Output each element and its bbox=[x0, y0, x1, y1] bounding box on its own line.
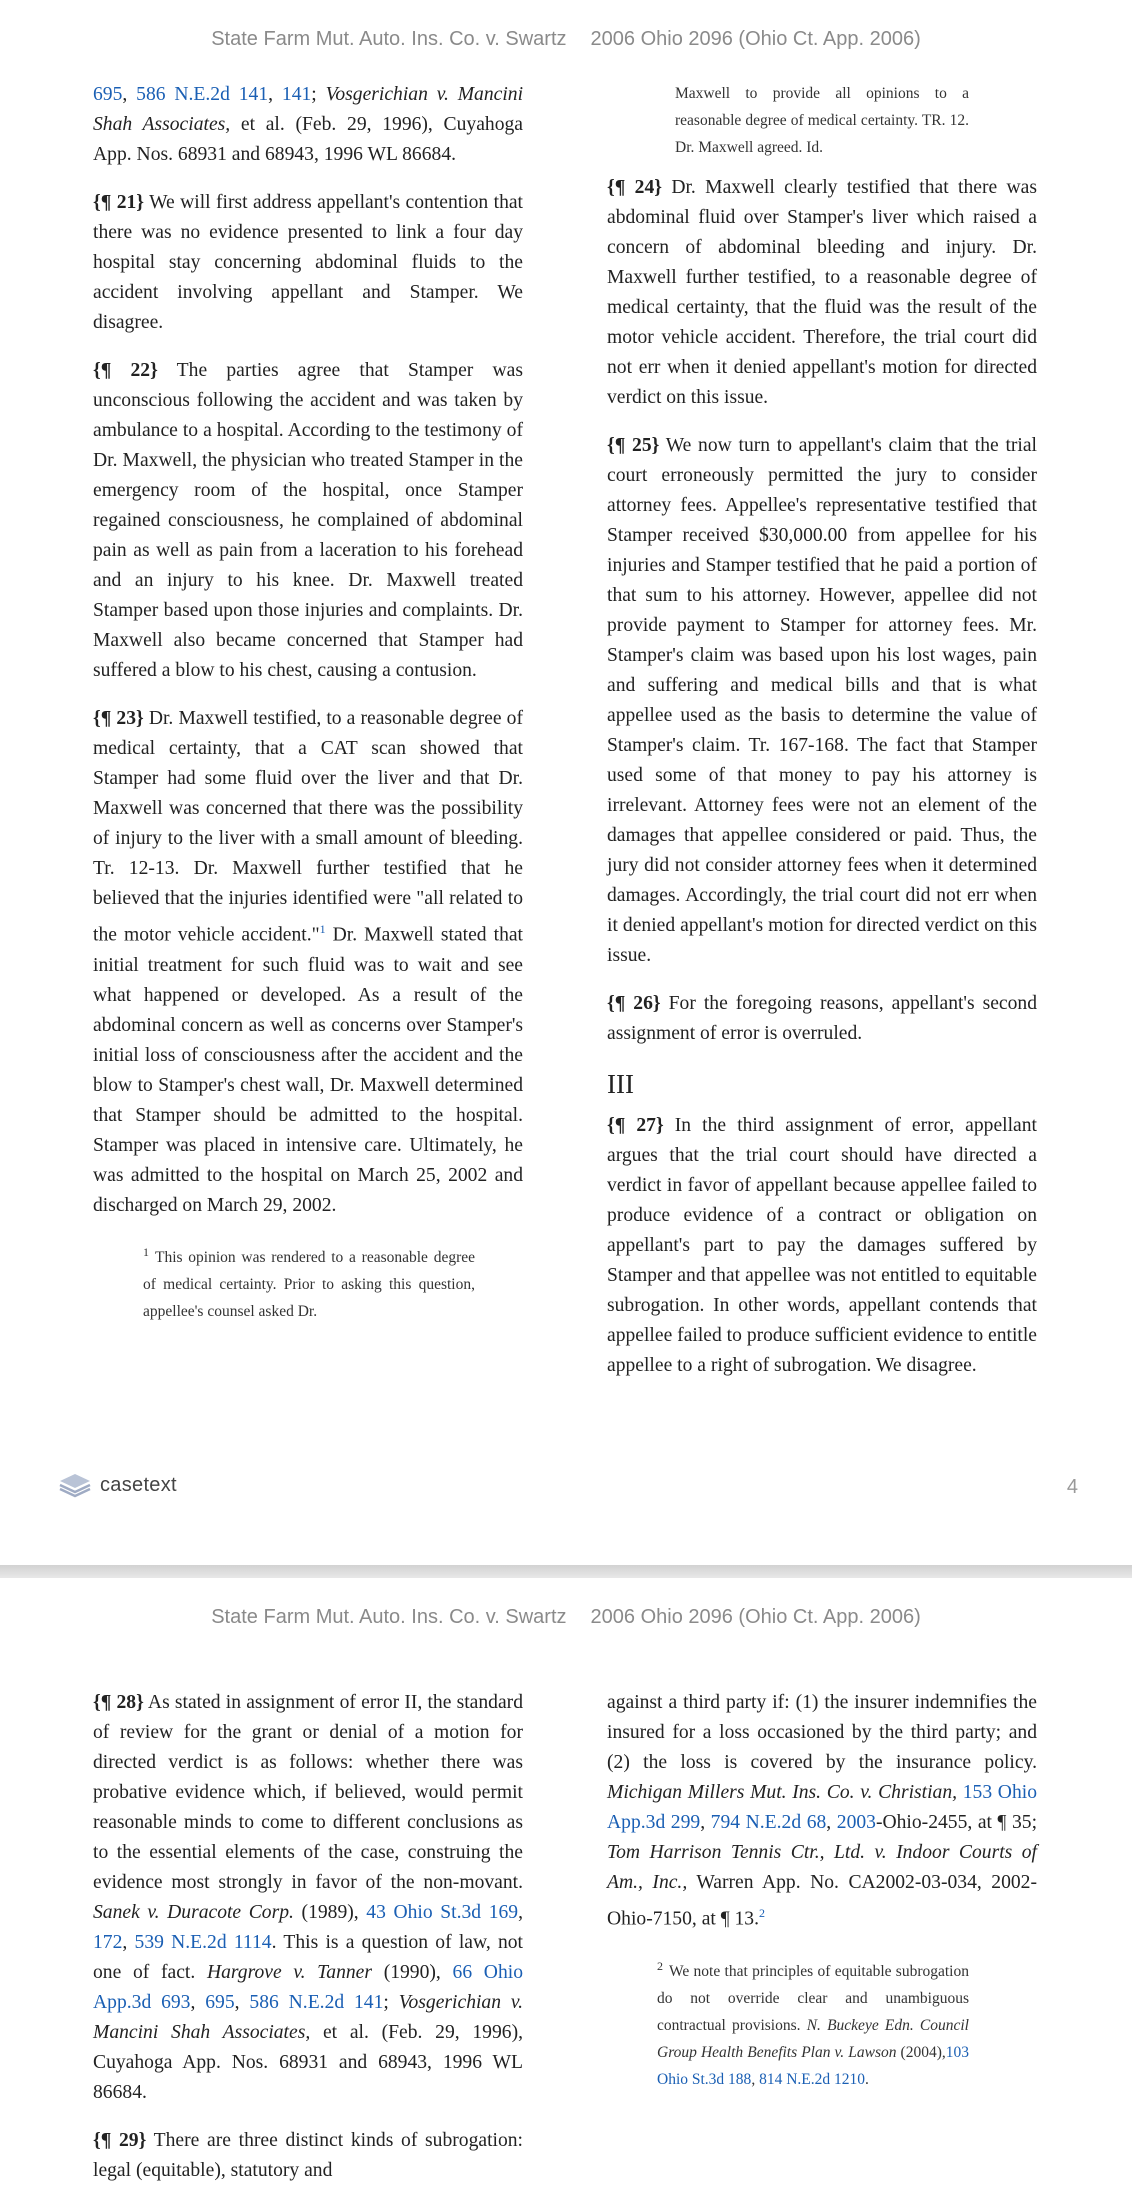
footnote-1 bbox=[93, 1239, 523, 1325]
left-column bbox=[93, 1688, 523, 2204]
paragraph-26 bbox=[607, 989, 1037, 1049]
brand-name: casetext bbox=[100, 1473, 177, 1496]
footnote-text: This opinion was rendered to a reasonable degree of medical certainty. Prior to asking this question, appellee's counsel asked Dr. bbox=[143, 1248, 475, 1320]
paragraph-21 bbox=[93, 188, 523, 338]
paragraph-text: We will first address appellant's contention that there was no evidence presented to link a four day hospital stay concerning abdominal fluids to the accident involving appellant and Stamper. We disagree. bbox=[93, 192, 524, 333]
paragraph-number: {¶ 25} bbox=[607, 435, 660, 456]
page-5 bbox=[0, 1578, 1132, 2181]
footnote-number: 2 bbox=[657, 1958, 663, 1973]
case-name: Sanek v. Duracote Corp. bbox=[93, 1902, 294, 1923]
paragraph-27 bbox=[607, 1111, 1037, 1381]
paragraph-number: {¶ 26} bbox=[607, 993, 661, 1014]
citation-link[interactable]: 539 N.E.2d 1114 bbox=[134, 1932, 272, 1953]
footnote-reference[interactable]: 1 bbox=[319, 922, 326, 936]
citation-link[interactable]: 172 bbox=[93, 1932, 123, 1953]
paragraph-29 bbox=[93, 2126, 523, 2186]
paragraph-24 bbox=[607, 173, 1037, 413]
paragraph-text: Dr. Maxwell stated that initial treatment for such fluid was to wait and see what happened or developed. As a result of the abdominal concern as well as concerns over Stamper's initial loss of consciousness after the accident and the blow to Stamper's chest wall, Dr. Maxwell determined that Stamper should be admitted to the hospital. Stamper was placed in intensive care. Ultimately, he was admitted to the hospital on March 25, 2002 and discharged on March 29, 2002. bbox=[93, 924, 523, 1216]
footnote-2: $^2$ We note that principles of equitable subrogation do not override clear and unambiguous contractual provisions. N. Buckeye Edn. Council Group Health Benefits Plan v. Lawson (2004),103 Ohio St.3d 188, 814 N.E.2d 1210. bbox=[657, 1958, 970, 2088]
citation-link[interactable]: 695 bbox=[93, 84, 123, 105]
header-case-name: State Farm Mut. Auto. Ins. Co. v. Swartz bbox=[211, 28, 567, 50]
footnote-number: 1 bbox=[143, 1244, 149, 1259]
paragraph-text: Dr. Maxwell clearly testified that there was abdominal fluid over Stamper's liver which raised a concern of abdominal bleeding and injury. Dr. Maxwell further testified, to a reasonable degree of medical certainty, that the fluid was the result of the motor vehicle accident. Therefore, the trial court did not err when it denied appellant's motion for directed verdict on this issue. bbox=[607, 177, 1037, 408]
section-heading: III bbox=[607, 1069, 634, 1099]
running-header bbox=[0, 1606, 1132, 1629]
left-column bbox=[93, 80, 523, 1343]
citation-link[interactable]: 814 N.E.2d 1210 bbox=[759, 2070, 865, 2088]
paragraph-text: The parties agree that Stamper was unconscious following the accident and was taken by ambulance to a hospital. According to the testimony of Dr. Maxwell, the physician who treated Stamper in the emergency room of the hospital, once Stamper regained consciousness, he complained of abdominal pain as well as pain from a laceration to his forehead and an injury to his knee. Dr. Maxwell treated Stamper based upon those injuries and complaints. Dr. Maxwell also became concerned that Stamper had suffered a blow to his chest, causing a contusion. bbox=[93, 360, 523, 681]
paragraph-text: As stated in assignment of error II, the standard of review for the grant or denial of a motion for directed verdict is as follows: whether there was probative evidence which, if believed, would permit reasonable minds to come to different conclusions as to the essential elements of the case, construing the evidence most strongly in favor of the non-movant. bbox=[93, 1692, 523, 1893]
footnote-1-continued bbox=[607, 80, 1037, 161]
citation-link[interactable]: 586 N.E.2d 141 bbox=[249, 1992, 384, 2013]
footnote-text: We note that principles of equitable subrogation do not override clear and unambiguous contractual provisions. bbox=[657, 1962, 969, 2034]
case-name: Vosgerichian v. Mancini Shah Associates, bbox=[93, 84, 524, 135]
casetext-logo[interactable] bbox=[58, 1472, 177, 1498]
paragraph-text: In the third assignment of error, appellant argues that the trial court should have directed a verdict in favor of appellant because appellee failed to produce evidence of a contract or obligation on appellant's part to pay the damages suffered by Stamper and that appellee was not entitled to equitable subrogation. In other words, appellant contends that appellee failed to produce sufficient evidence to entitle appellee to a right of subrogation. We disagree. bbox=[607, 1115, 1037, 1376]
paragraph-number: {¶ 23} bbox=[93, 708, 144, 729]
header-citation: 2006 Ohio 2096 (Ohio Ct. App. 2006) bbox=[590, 1606, 921, 1628]
paragraph-text: et al. (Feb. 29, 1996), Cuyahoga App. Nos. 68931 and 68943, 1996 WL 86684. bbox=[93, 114, 523, 165]
citation-link[interactable]: 43 Ohio St.3d 169 bbox=[366, 1902, 519, 1923]
paragraph-number: {¶ 28} bbox=[93, 1692, 144, 1713]
paragraph-22 bbox=[93, 356, 523, 686]
page-footer bbox=[58, 1472, 1078, 1508]
running-header bbox=[0, 28, 1132, 51]
paragraph-text: Dr. Maxwell testified, to a reasonable degree of medical certainty, that a CAT scan showed that Stamper had some fluid over the liver and that Dr. Maxwell was concerned that there was the possibility of injury to the liver with a small amount of bleeding. Tr. 12-13. Dr. Maxwell further testified that he believed that the injuries identified were "all related to the motor vehicle accident." bbox=[93, 708, 523, 946]
page-number: 4 bbox=[1066, 1476, 1078, 1498]
paragraph-number: {¶ 22} bbox=[93, 360, 158, 381]
citation-link[interactable]: 695 bbox=[205, 1992, 235, 2013]
right-column bbox=[607, 80, 1037, 1399]
citation-link[interactable]: 153 Ohio App.3d 299 bbox=[607, 1782, 1037, 1833]
paragraph-25 bbox=[607, 431, 1037, 971]
header-case-name: State Farm Mut. Auto. Ins. Co. v. Swartz bbox=[211, 1606, 567, 1628]
paragraph-continued: 695, 586 N.E.2d 141, 141; Vosgerichian v. Mancini Shah Associates, et al. (Feb. 29, 1996), Cuyahoga App. Nos. 68931 and 68943, 1996 WL 86684. bbox=[93, 84, 524, 165]
citation-link[interactable]: 66 Ohio App.3d 693 bbox=[93, 1962, 523, 2013]
citation-link[interactable]: 794 N.E.2d 68 bbox=[710, 1812, 827, 1833]
citation-link[interactable]: 103 Ohio St.3d 188 bbox=[657, 2043, 970, 2088]
case-name: Tom Harrison Tennis Ctr., Ltd. v. Indoor Courts of Am., Inc., bbox=[607, 1842, 1037, 1893]
paragraph-number: {¶ 24} bbox=[607, 177, 662, 198]
paragraph-number: {¶ 29} bbox=[93, 2130, 147, 2151]
case-name: Hargrove v. Tanner bbox=[206, 1962, 372, 1983]
stack-icon bbox=[58, 1472, 92, 1498]
footnote-reference[interactable]: 2 bbox=[759, 1906, 766, 1920]
page-separator bbox=[0, 1565, 1132, 1578]
citation-link[interactable]: 2003 bbox=[836, 1812, 876, 1833]
footnote-text: Maxwell to provide all opinions to a reasonable degree of medical certainty. TR. 12. Dr. Maxwell agreed. Id. bbox=[675, 85, 969, 156]
paragraph-28: {¶ 28} As stated in assignment of error II, the standard of review for the grant or denial of a motion for directed verdict is as follows: whether there was probative evidence which, if believed, would permit reasonable minds to come to different conclusions as to the essential elements of the case, construing the evidence most strongly in favor of the non-movant. Sanek v. Duracote Corp. (1989), 43 Ohio St.3d 169, 172, 539 N.E.2d 1114. This is a question of law, not one of fact. Hargrove v. Tanner (1990), 66 Ohio App.3d 693, 695, 586 N.E.2d 141; Vosgerichian v. Mancini Shah Associates, et al. (Feb. 29, 1996), Cuyahoga App. Nos. 68931 and 68943, 1996 WL 86684. bbox=[93, 1692, 524, 2103]
right-column bbox=[607, 1688, 1037, 2111]
paragraph-text: There are three distinct kinds of subrogation: legal (equitable), statutory and bbox=[93, 2130, 523, 2181]
citation-link[interactable]: 141 bbox=[281, 84, 312, 105]
case-name: Michigan Millers Mut. Ins. Co. v. Christian, bbox=[607, 1782, 958, 1803]
paragraph-number: {¶ 27} bbox=[607, 1115, 664, 1136]
case-name: Vosgerichian v. Mancini Shah Associates, bbox=[93, 1992, 524, 2043]
paragraph-number: {¶ 21} bbox=[93, 192, 145, 213]
paragraph-continued: against a third party if: (1) the insurer indemnifies the insured for a loss occasioned by the third party; and (2) the loss is covered by the insurance policy. Michigan Millers Mut. Ins. Co. v. Christian, 153 Ohio App.3d 299, 794 N.E.2d 68, 2003-Ohio-2455, at ¶ 35; Tom Harrison Tennis Ctr., Ltd. v. Indoor Courts of Am., Inc., Warren App. No. CA2002-03-034, 2002-Ohio-7150, at ¶ 13.$^2$ bbox=[607, 1692, 1038, 1930]
paragraph-text: We now turn to appellant's claim that the trial court erroneously permitted the jury to consider attorney fees. Appellee's representative testified that Stamper received $30,000.00 from appellee for his injuries and Stamper testified that he paid a portion of that sum to his attorney. However, appellee did not provide payment to Stamper for attorney fees. Mr. Stamper's claim was based upon his lost wages, pain and suffering and medical bills and that is what appellee used as the basis to determine the value of Stamper's claim. Tr. 167-168. The fact that Stamper used some of that money to pay his attorney is irrelevant. Attorney fees were not an element of the damages that appellee considered or paid. Thus, the jury did not consider attorney fees when it determined damages. Accordingly, the trial court did not err when it denied appellant's motion for directed verdict on this issue. bbox=[607, 435, 1037, 966]
paragraph-23 bbox=[93, 704, 523, 1221]
header-citation: 2006 Ohio 2096 (Ohio Ct. App. 2006) bbox=[590, 28, 921, 50]
citation-link[interactable]: 586 N.E.2d 141 bbox=[136, 84, 269, 105]
case-name: N. Buckeye Edn. Council Group Health Benefits Plan v. Lawson bbox=[657, 2016, 969, 2061]
paragraph-text: For the foregoing reasons, appellant's second assignment of error is overruled. bbox=[607, 993, 1037, 1044]
